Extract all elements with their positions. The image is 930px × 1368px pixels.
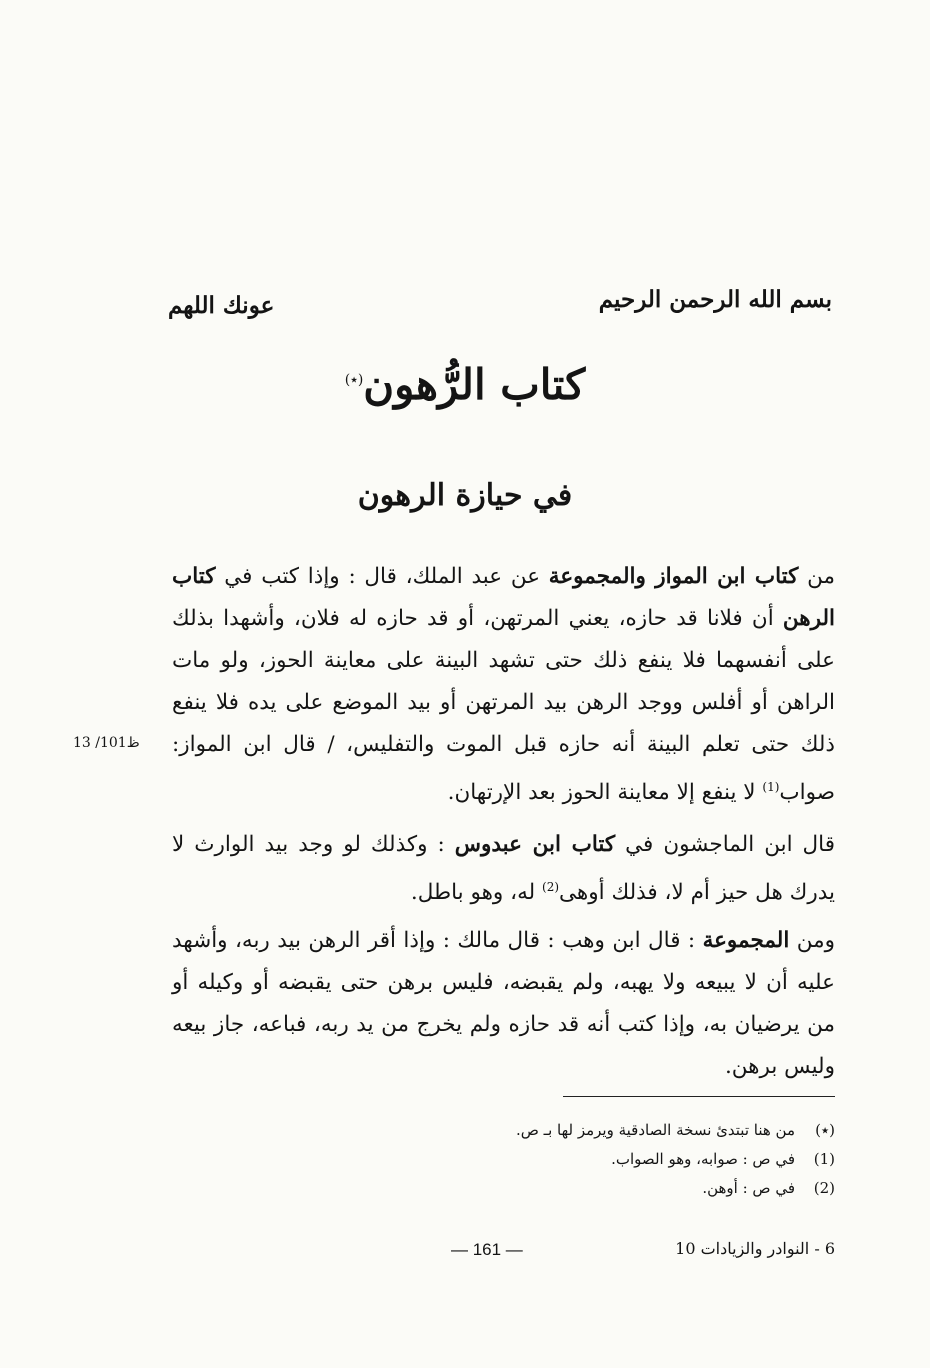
- footnote-divider: [563, 1096, 835, 1097]
- p3-rest: : قال ابن وهب : قال مالك : وإذا أقر الرهن بيد ربه، وأشهد عليه أن لا يبيعه ولا يهبه، ولم يقبضه، فليس برهن حتى يقبضه أو وكيله أو من يرضيان به، وإذا كتب أنه قد حازه ولم يخرج من يد ربه، فباعه، جاز بيعه وليس برهن.: [172, 928, 835, 1079]
- book-title-footnote-mark: (٭): [344, 372, 364, 388]
- footnote-mark: (1): [813, 1150, 835, 1168]
- p1-intro: من: [798, 564, 835, 589]
- paragraph-1: [172, 556, 835, 814]
- p2-mid: : وكذلك لو وجد بيد الوارث لا يدرك هل حيز أم لا، فذلك أوهى: [172, 832, 835, 906]
- p2-intro: قال ابن الماجشون في: [615, 832, 835, 857]
- p3-source: المجموعة: [702, 928, 790, 953]
- paragraph-3: [172, 920, 835, 1088]
- footnote-text: من هنا تبتدئ نسخة الصادقية ويرمز لها بـ ص.: [516, 1121, 795, 1139]
- p1-mid: عن عبد الملك، قال : وإذا كتب في: [215, 564, 549, 589]
- p3-intro: ومن: [789, 928, 835, 953]
- p1-rest-1: أن فلانا قد حازه، يعني المرتهن، أو قد حازه له فلان، وأشهدا بذلك على أنفسهما فلا ينفع ذلك حتى تشهد البينة على معاينة الحوز، ولو مات الراهن أو أفلس ووجد الرهن بيد المرتهن أو بيد الموضع على يده فلا ينفع ذلك حتى تعلم البينة أنه حازه قبل الموت والتفليس، / قال ابن المواز: صواب: [172, 606, 835, 806]
- footnote-ref-1: (1): [762, 780, 780, 794]
- basmala-header: بسم الله الرحمن الرحيم: [598, 286, 832, 313]
- p2-source: كتاب ابن عبدوس: [454, 832, 616, 857]
- p1-rest-2: لا ينفع إلا معاينة الحوز بعد الإرتهان.: [447, 780, 763, 806]
- p1-source-2: كتاب الرهن: [172, 564, 835, 631]
- page-number: — 161 —: [451, 1240, 523, 1259]
- book-title-text: كتاب الرُّهون: [363, 360, 586, 409]
- footnote: [172, 1174, 835, 1203]
- footnote: [172, 1116, 835, 1145]
- section-title: في حيازة الرهون: [357, 478, 573, 513]
- footnote-mark: (٭): [815, 1121, 835, 1139]
- footnote-text: في ص : صوابه، وهو الصواب.: [611, 1150, 795, 1168]
- footnote-mark: (2): [813, 1179, 835, 1197]
- paragraph-2: [172, 824, 835, 914]
- footnotes: [172, 1116, 835, 1203]
- p1-source-1: كتاب ابن المواز والمجموعة: [548, 564, 799, 589]
- footnote-ref-2: (2): [542, 880, 560, 894]
- manuscript-folio-note: 13 /101ظ: [73, 735, 140, 751]
- p2-rest: له، وهو باطل.: [410, 880, 542, 906]
- footnote: [172, 1145, 835, 1174]
- printer-signature: 6 - النوادر والزيادات 10: [675, 1239, 835, 1258]
- footnote-text: في ص : أوهن.: [702, 1179, 795, 1197]
- book-title: [0, 360, 930, 409]
- invocation-header: عونك اللهم: [168, 292, 275, 319]
